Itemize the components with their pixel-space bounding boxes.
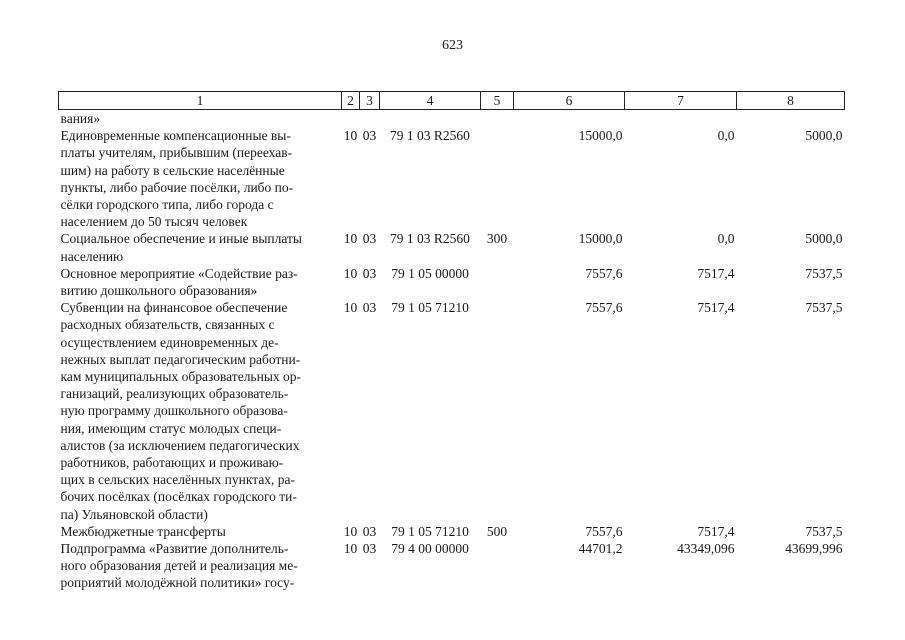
expense-type-code — [481, 110, 514, 128]
column-header-2: 2 — [342, 92, 360, 110]
target-article-code: 79 4 00 00000 — [391, 541, 469, 557]
target-article-code: 79 1 05 00000 — [391, 265, 469, 281]
column-header-7: 7 — [625, 92, 737, 110]
amount-col-6: 15000,0 — [578, 231, 623, 247]
amount-col-7: 7517,4 — [697, 523, 735, 539]
row-description: Основное мероприятие «Содействие раз- витию дошкольного образования» — [60, 265, 298, 299]
amount-col-6: 15000,0 — [578, 128, 623, 144]
row-description: Субвенции на финансовое обеспечение расходных обязательств, связанных с осуществлением единовременных де- нежных выплат педагогическим работни- кам муниципальных образовательных ор- ганизаций, реализующих образователь- ную программу дошкольного образова- ния, имеющим статус молодых специ- алистов (за исключением педагогических работников, работающих и проживаю- щих в сельских населённых пунктах, ра- бочих посёлках (посёлках городского ти- па) Ульяновской области) — [60, 300, 302, 522]
column-header-3: 3 — [360, 92, 380, 110]
amount-col-7 — [625, 110, 737, 128]
expense-type-code — [481, 299, 514, 523]
row-description: Подпрограмма «Развитие дополнитель- ного образования детей и реализация ме- роприятий молодёжной политики» госу- — [60, 541, 298, 591]
subsection-code — [360, 110, 380, 128]
table-row — [59, 299, 845, 523]
amount-col-8: 5000,0 — [805, 231, 843, 247]
target-article-code: 79 1 05 71210 — [391, 300, 469, 316]
column-header-1: 1 — [59, 92, 342, 110]
page-number: 623 — [442, 38, 463, 53]
section-code: 10 — [343, 523, 358, 539]
amount-col-6: 7557,6 — [585, 300, 623, 316]
row-description: Межбюджетные трансферты — [60, 523, 226, 539]
amount-col-8: 43699,996 — [785, 541, 843, 557]
section-code: 10 — [343, 265, 358, 281]
target-article-code — [380, 110, 481, 128]
amount-col-7: 7517,4 — [697, 265, 735, 281]
amount-col-6: 44701,2 — [578, 541, 623, 557]
column-header-5: 5 — [481, 92, 514, 110]
row-description: вания» — [60, 111, 101, 126]
target-article-code: 79 1 03 R2560 — [390, 231, 470, 247]
amount-col-8: 7537,5 — [805, 300, 843, 316]
header-row — [59, 92, 845, 110]
table-row — [59, 127, 845, 230]
subsection-code: 03 — [362, 523, 377, 539]
amount-col-8: 7537,5 — [805, 523, 843, 539]
table-row — [59, 110, 845, 128]
subsection-code: 03 — [362, 265, 377, 281]
amount-col-8: 7537,5 — [805, 265, 843, 281]
amount-col-8 — [737, 110, 845, 128]
row-description: Социальное обеспечение и иные выплаты населению — [60, 231, 302, 264]
amount-col-6 — [514, 110, 625, 128]
expense-type-code — [481, 540, 514, 592]
amount-col-7: 0,0 — [717, 128, 735, 144]
target-article-code: 79 1 03 R2560 — [390, 128, 470, 144]
target-article-code: 79 1 05 71210 — [391, 523, 469, 539]
section-code: 10 — [343, 128, 358, 144]
column-header-8: 8 — [737, 92, 845, 110]
amount-col-6: 7557,6 — [585, 523, 623, 539]
table-row — [59, 230, 845, 264]
column-header-6: 6 — [514, 92, 625, 110]
subsection-code: 03 — [362, 541, 377, 557]
expense-type-code — [481, 127, 514, 230]
amount-col-7: 0,0 — [717, 231, 735, 247]
section-code — [342, 110, 360, 128]
subsection-code: 03 — [362, 231, 377, 247]
section-code: 10 — [343, 541, 358, 557]
budget-table — [58, 91, 845, 592]
expense-type-code: 500 — [486, 523, 508, 539]
table-row — [59, 265, 845, 299]
table-row — [59, 540, 845, 592]
expense-type-code: 300 — [486, 231, 508, 247]
subsection-code: 03 — [362, 300, 377, 316]
amount-col-7: 43349,096 — [677, 541, 735, 557]
amount-col-6: 7557,6 — [585, 265, 623, 281]
amount-col-8: 5000,0 — [805, 128, 843, 144]
column-header-4: 4 — [380, 92, 481, 110]
section-code: 10 — [343, 231, 358, 247]
amount-col-7: 7517,4 — [697, 300, 735, 316]
expense-type-code — [481, 265, 514, 299]
section-code: 10 — [343, 300, 358, 316]
subsection-code: 03 — [362, 128, 377, 144]
table-row — [59, 523, 845, 540]
row-description: Единовременные компенсационные вы- платы учителям, прибывшим (переехав- шим) на работу в сельские населённые пункты, либо рабочие посёлки, либо по- сёлки городского типа, либо города с населением до 50 тысяч человек — [60, 128, 294, 230]
